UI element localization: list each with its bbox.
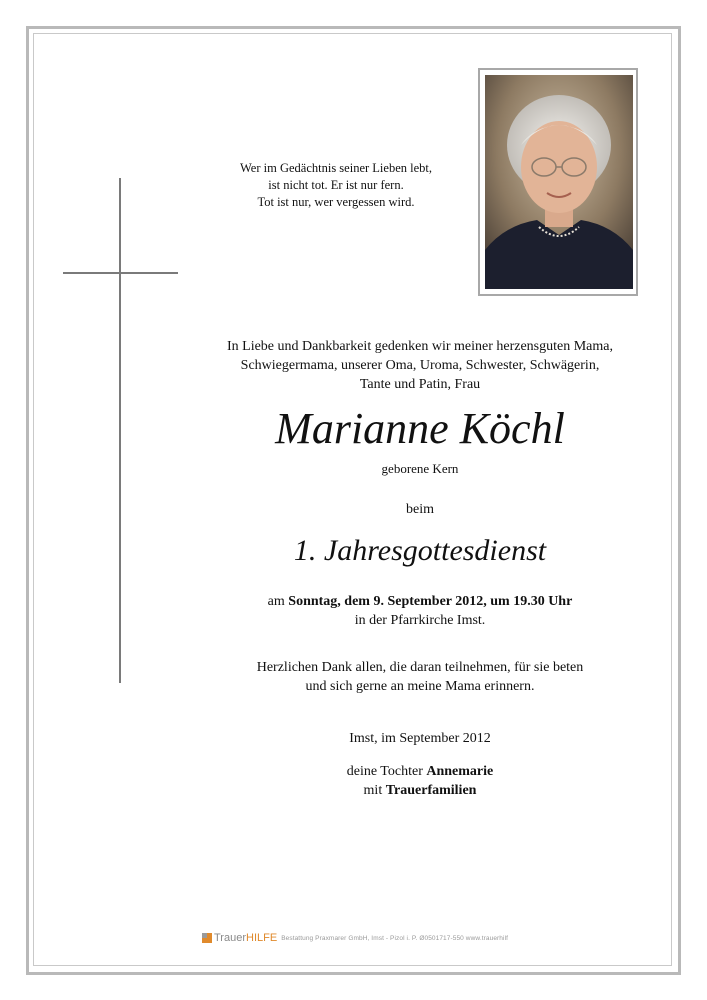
thanks-line-1: Herzlichen Dank allen, die daran teilnehmen, für sie beten xyxy=(256,660,584,675)
intro-line-2: Schwiegermama, unserer Oma, Uroma, Schwester, Schwägerin, xyxy=(240,358,600,373)
cross-icon-vertical xyxy=(119,178,121,683)
intro-line-3: Tante und Patin, Frau xyxy=(359,377,481,392)
signer-line xyxy=(195,762,645,781)
event-location: in der Pfarrkirche Imst. xyxy=(354,613,486,628)
quote-line-1: Wer im Gedächtnis seiner Lieben lebt, xyxy=(240,161,432,175)
families-name: Trauerfamilien xyxy=(385,783,477,798)
event-title: 1. Jahresgottesdienst xyxy=(293,534,547,567)
logo-icon xyxy=(202,933,212,943)
event-details xyxy=(195,592,645,630)
event-date-line xyxy=(195,592,645,611)
birth-name: geborene Kern xyxy=(381,461,459,476)
memorial-quote xyxy=(211,160,461,211)
portrait-illustration xyxy=(485,75,633,289)
place-date: Imst, im September 2012 xyxy=(349,731,491,746)
event-date: Sonntag, dem 9. September 2012, um 19.30 Uhr xyxy=(288,594,573,609)
thanks-line-2: und sich gerne an meine Mama erinnern. xyxy=(305,679,535,694)
intro-text xyxy=(195,337,645,394)
portrait-photo xyxy=(485,75,633,289)
logo-part-1: Trauer xyxy=(214,932,246,944)
footer-info: Bestattung Praxmarer GmbH, Imst - Pizol i. P. Ø0501717-550 www.trauerhilf xyxy=(281,934,509,942)
event-date-prefix: am xyxy=(267,594,289,609)
event-preposition: beim xyxy=(406,502,434,517)
thanks-text xyxy=(195,658,645,696)
signature-block xyxy=(195,762,645,800)
signer-name: Annemarie xyxy=(426,764,494,779)
intro-line-1: In Liebe und Dankbarkeit gedenken wir meiner herzensguten Mama, xyxy=(226,339,614,354)
quote-line-2: ist nicht tot. Er ist nur fern. xyxy=(268,178,404,192)
cross-icon-horizontal xyxy=(63,272,178,274)
families-prefix: mit xyxy=(363,783,386,798)
quote-line-3: Tot ist nur, wer vergessen wird. xyxy=(257,195,415,209)
families-line xyxy=(195,781,645,800)
logo-part-2: HILFE xyxy=(246,932,278,944)
signer-prefix: deine Tochter xyxy=(346,764,427,779)
logo-wordmark xyxy=(214,932,277,944)
footer xyxy=(202,931,508,945)
deceased-name: Marianne Köchl xyxy=(275,404,565,453)
